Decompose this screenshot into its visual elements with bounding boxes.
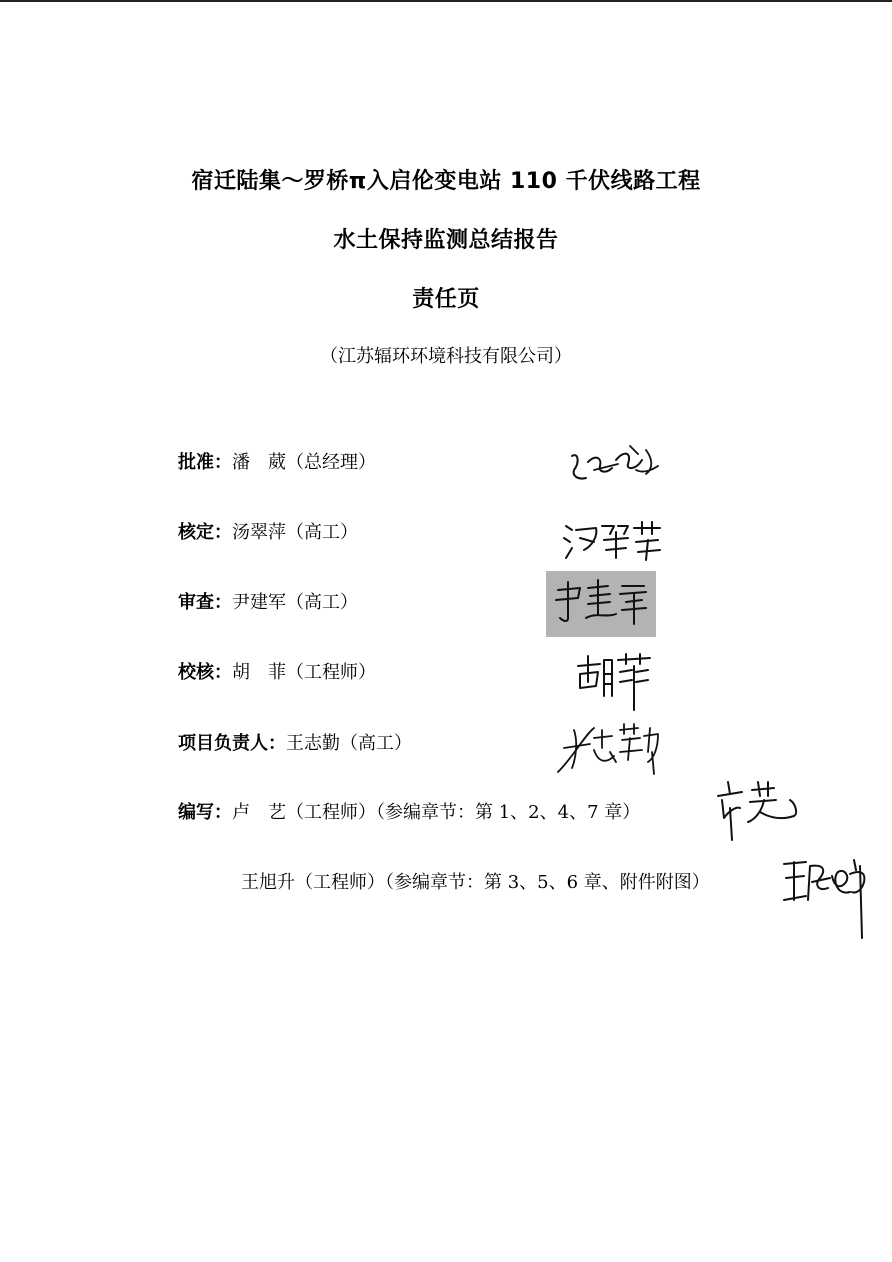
report-title-project: 宿迁陆集～罗桥π入启伦变电站 110 千伏线路工程	[191, 169, 701, 194]
role-label: 校核：	[178, 662, 232, 683]
signature-hu-fei	[574, 652, 654, 712]
signature-wang-zhiqin	[554, 722, 664, 778]
signature-yin-jianjun	[552, 578, 652, 630]
report-title-type: 水土保持监测总结报告	[333, 228, 559, 253]
person-name: 尹建军（高工）	[232, 592, 358, 613]
page-title: 责任页	[412, 287, 480, 312]
signature-tang-cuiping	[562, 518, 666, 566]
signature-wang-xusheng	[780, 856, 870, 940]
role-label: 批准：	[178, 452, 232, 473]
responsibility-row-verification	[178, 518, 358, 544]
role-label: 核定：	[178, 522, 232, 543]
person-name: 卢 艺（工程师）（参编章节：第 1、2、4、7 章）	[232, 802, 641, 823]
person-name: 王旭升（工程师）（参编章节：第 3、5、6 章、附件附图）	[241, 872, 710, 893]
person-name: 王志勤（高工）	[286, 733, 412, 754]
responsibility-row-approval	[178, 448, 376, 474]
page-top-border	[0, 0, 892, 2]
responsibility-row-writer-2	[241, 868, 710, 894]
person-name: 潘 葳（总经理）	[232, 452, 376, 473]
person-name: 汤翠萍（高工）	[232, 522, 358, 543]
person-name: 胡 菲（工程师）	[232, 662, 376, 683]
responsibility-row-review	[178, 588, 358, 614]
responsibility-row-project-lead	[178, 729, 412, 755]
role-label: 审查：	[178, 592, 232, 613]
responsibility-row-check	[178, 658, 376, 684]
company-name: （江苏辐环环境科技有限公司）	[320, 346, 572, 367]
signature-pan-wei	[566, 440, 662, 488]
role-label: 编写：	[178, 802, 232, 823]
signature-lu-yi	[714, 778, 800, 842]
responsibility-row-writer	[178, 798, 640, 824]
role-label: 项目负责人：	[178, 733, 286, 754]
